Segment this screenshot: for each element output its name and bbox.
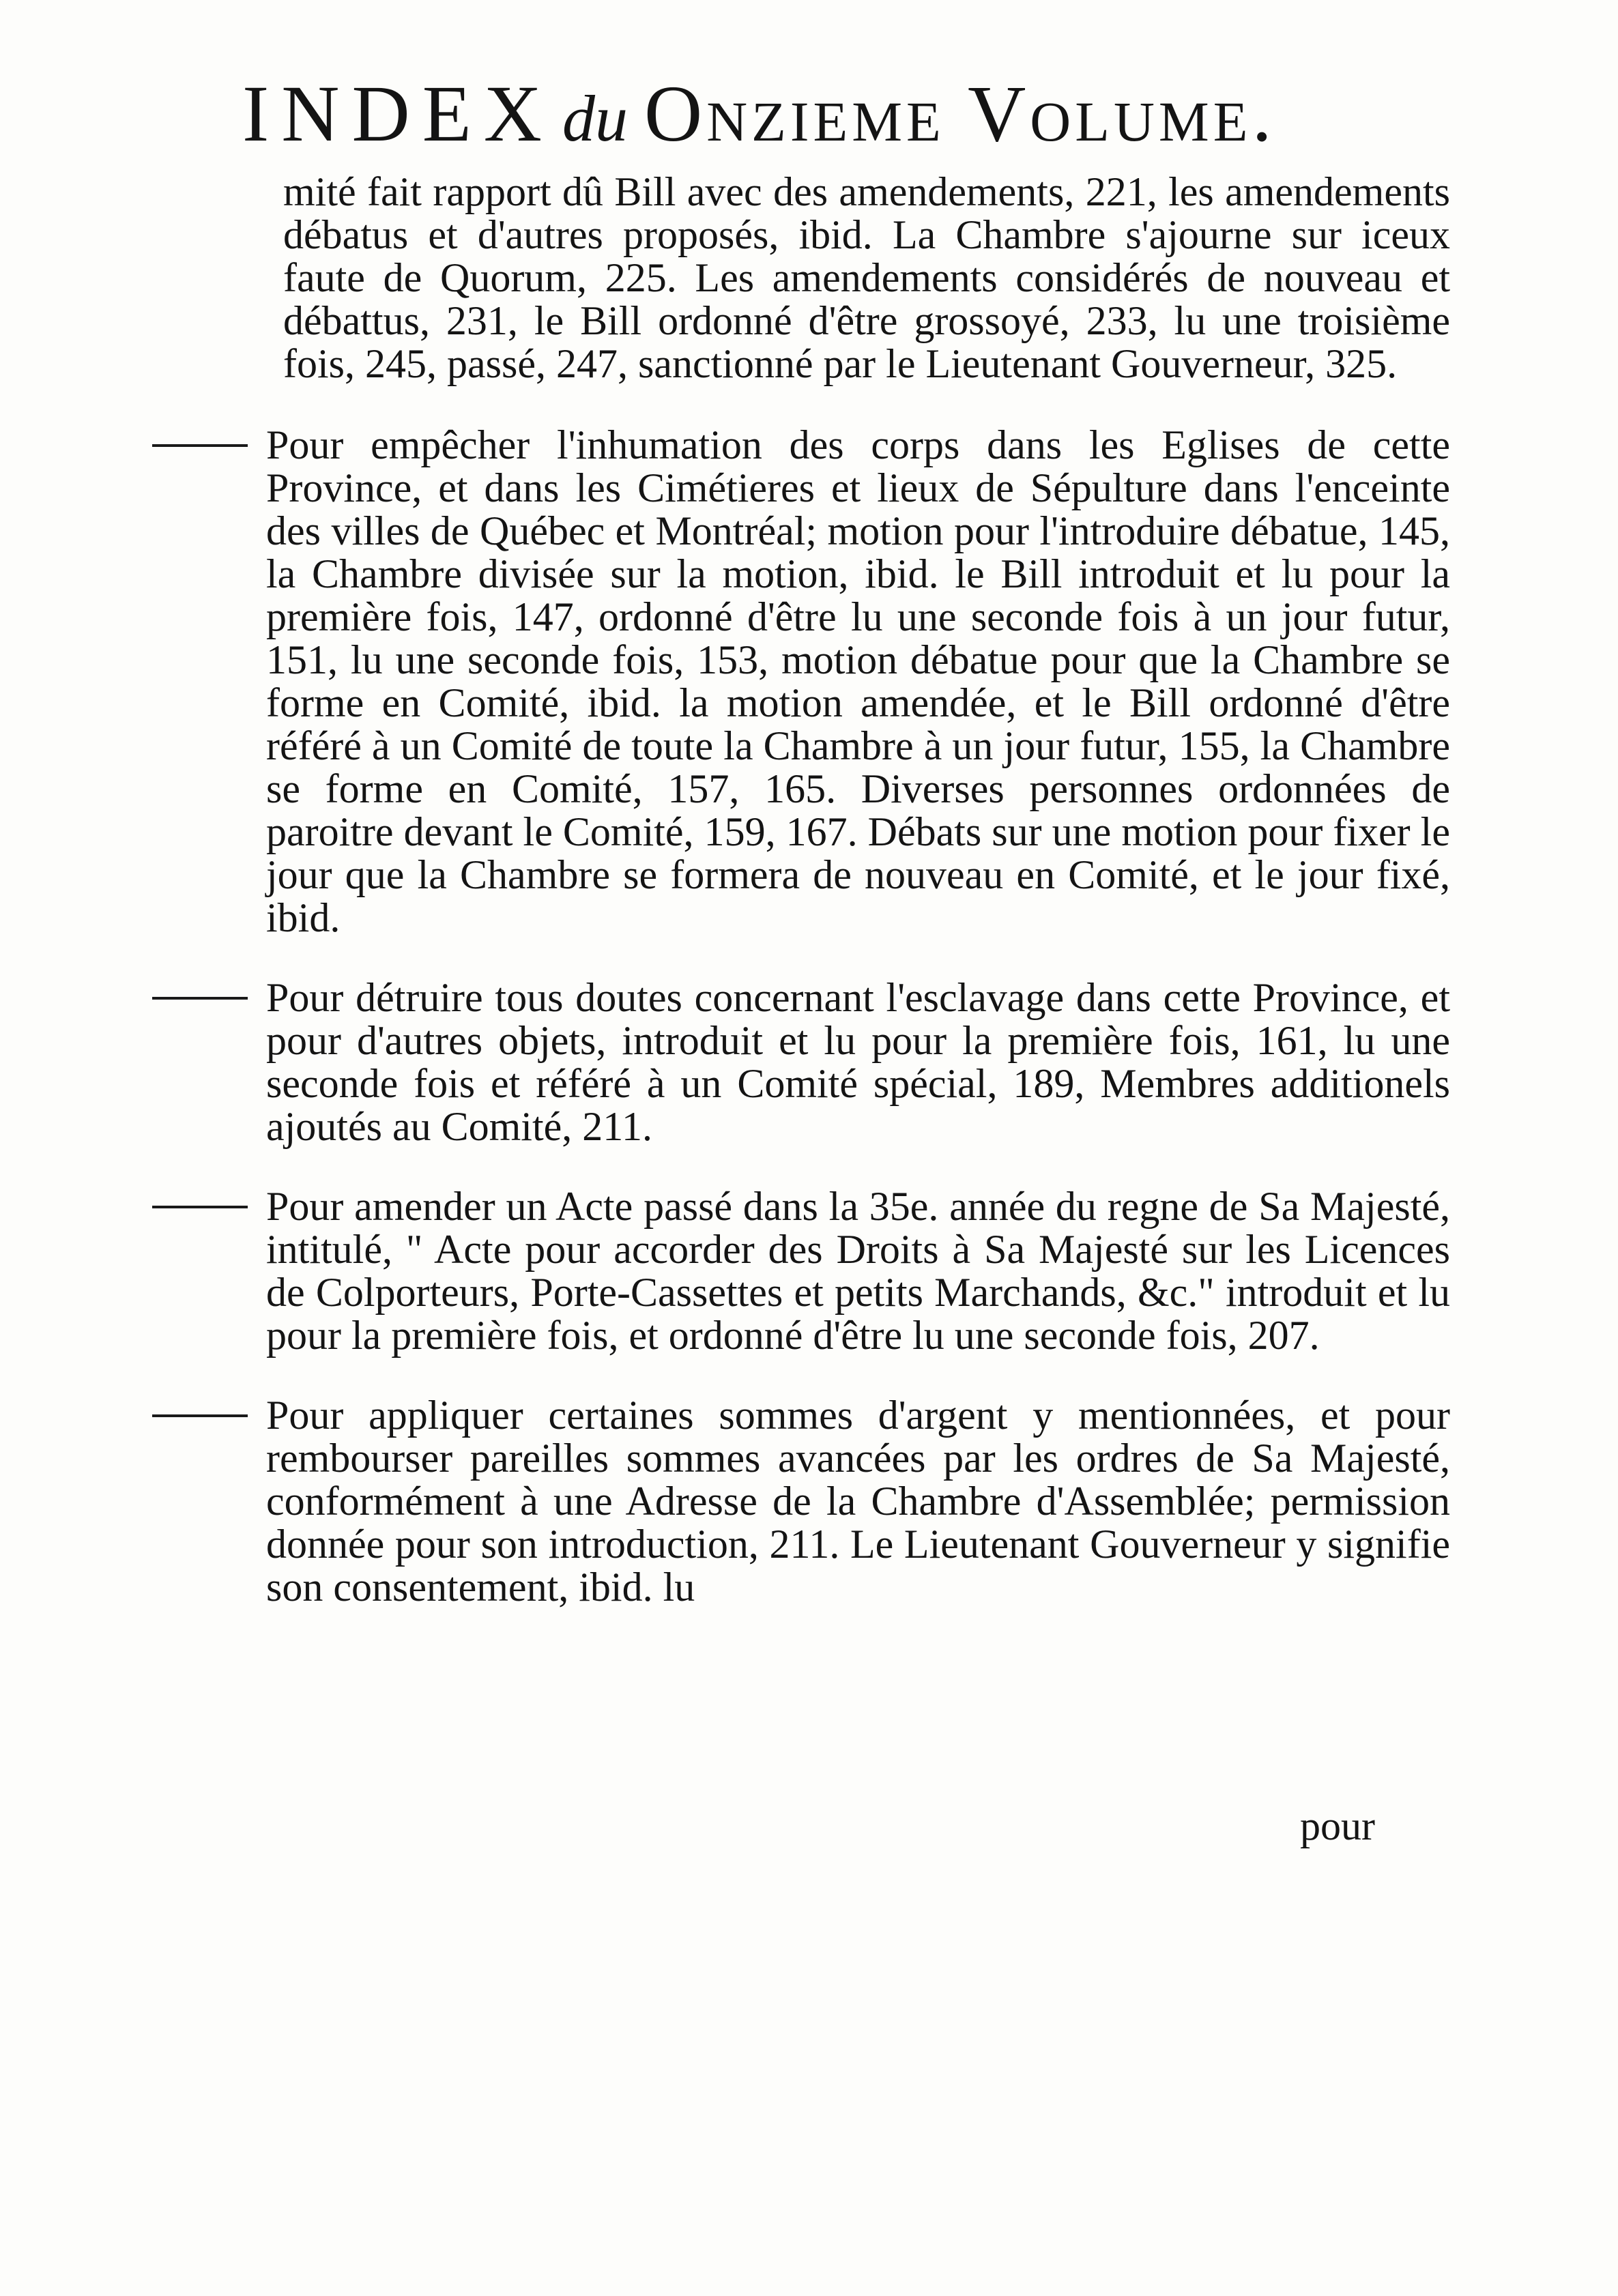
index-entry [147, 1394, 1450, 1609]
catchword: pour [1300, 1803, 1375, 1848]
index-body [147, 171, 1450, 1646]
entry-dash-rule [152, 444, 248, 447]
running-header [242, 56, 1402, 172]
entry-text: Pour empêcher l'inhumation des corps dans les Eglises de cette Province, et dans les Cimétieres et lieux de Sépulture dans l'enceinte des villes de Québec et Montréal; motion pour l'introduire débatue, 145, la Chambre divisée sur la motion, ibid. le Bill introduit et lu pour la première fois, 147, ordonné d'être lu une seconde fois à un jour futur, 151, lu une seconde fois, 153, motion débatue pour que la Chambre se forme en Comité, ibid. la motion amendée, et le Bill ordonné d'être référé à un Comité de toute la Chambre à un jour futur, 155, la Chambre se forme en Comité, 157, 165. Diverses personnes ordonnées de paroitre devant le Comité, 159, 167. Débats sur une motion pour fixer le jour que la Chambre se formera de nouveau en Comité, et le jour fixé, ibid. [266, 422, 1450, 940]
entry-text: Pour appliquer certaines sommes d'argent y mentionnées, et pour rembourser pareilles sommes avancées par les ordres de Sa Majesté, conformément à une Adresse de la Chambre d'Assemblée; permission donnée pour son introduction, 211. Le Lieutenant Gouverneur y signifie son consentement, ibid. lu [266, 1393, 1450, 1610]
entry-dash-rule [152, 1206, 248, 1208]
entry-dash-rule [152, 1414, 248, 1417]
index-entry-continued [147, 171, 1450, 386]
header-index: INDEX [242, 69, 555, 158]
entry-text: Pour amender un Acte passé dans la 35e. année du regne de Sa Majesté, intitulé, " Acte pour accorder des Droits à Sa Majesté sur les Licences de Colporteurs, Porte-Cassettes et petits Marchands, &c." introduit et lu pour la première fois, et ordonné d'être lu une seconde fois, 207. [266, 1184, 1450, 1358]
header-volume: Onzieme Volume. [644, 69, 1276, 158]
entry-text: mité fait rapport dû Bill avec des amendements, 221, les amendements débatus et d'autres proposés, ibid. La Chambre s'ajourne sur iceux faute de Quorum, 225. Les amendements considérés de nouveau et débattus, 231, le Bill ordonné d'être grossoyé, 233, lu une troisième fois, 245, passé, 247, sanctionné par le Lieutenant Gouverneur, 325. [283, 169, 1450, 386]
index-entry [147, 1185, 1450, 1357]
header-du: du [562, 82, 629, 155]
index-entry [147, 976, 1450, 1148]
entry-dash-rule [152, 997, 248, 1000]
entry-text: Pour détruire tous doutes concernant l'esclavage dans cette Province, et pour d'autres objets, introduit et lu pour la première fois, 161, lu une seconde fois et référé à un Comité spécial, 189, Membres additionels ajoutés au Comité, 211. [266, 975, 1450, 1149]
index-entry [147, 424, 1450, 940]
